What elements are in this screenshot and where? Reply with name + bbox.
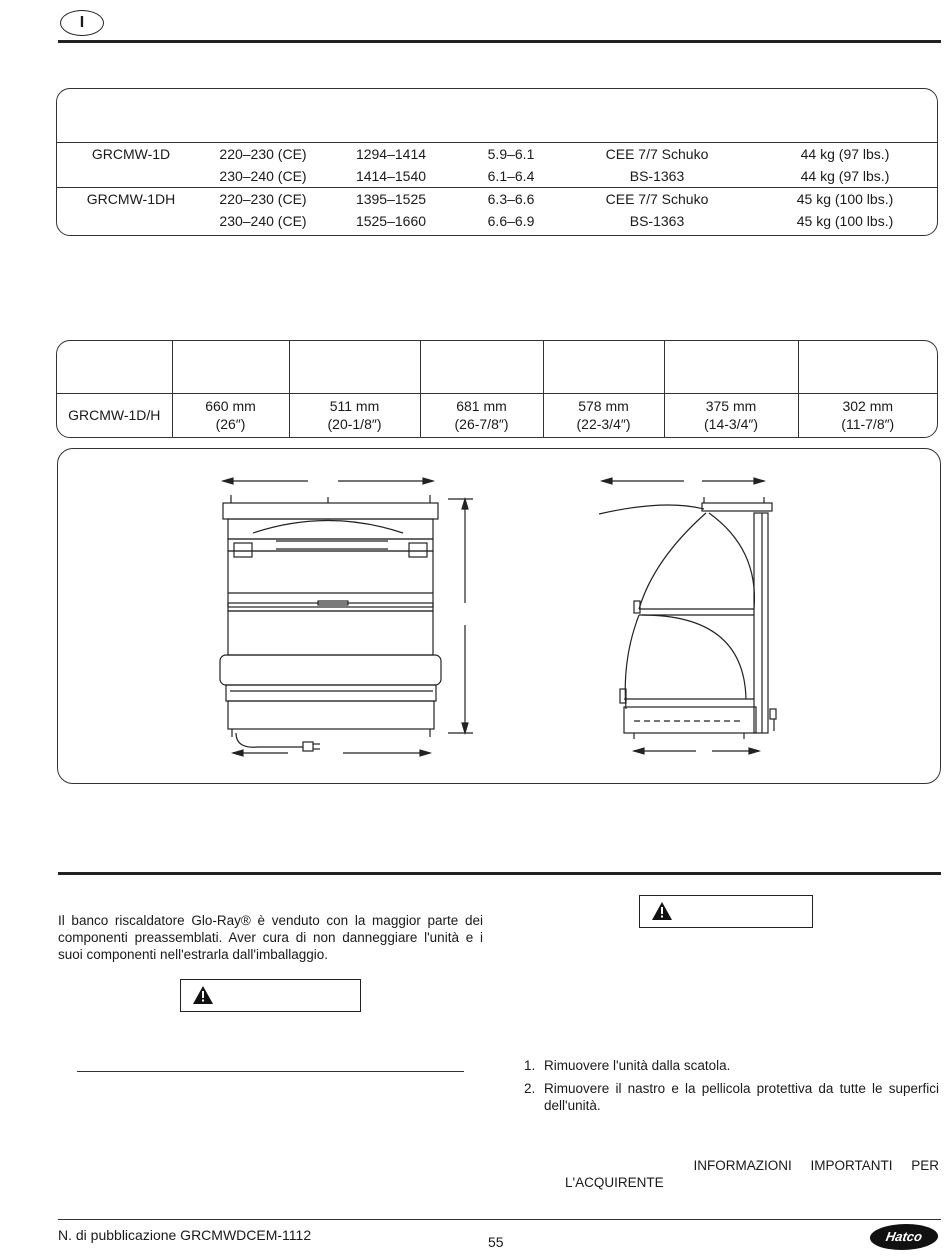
table-row	[57, 165, 937, 188]
unpacking-steps-list	[524, 1057, 939, 1120]
dim-cell: 578 mm (22-3/4″)	[543, 393, 664, 437]
table-row	[57, 393, 937, 437]
important-info-line: L'ACQUIRENTE	[565, 1175, 664, 1190]
dim-header-cell	[664, 341, 798, 393]
dim-cell: 660 mm (26″)	[172, 393, 289, 437]
front-view-drawing	[208, 463, 488, 763]
plug-cell: CEE 7/7 Schuko	[605, 146, 709, 162]
volts-cell: 220–230 (CE)	[219, 146, 307, 162]
table-row	[57, 210, 937, 232]
model-cell: GRCMW-1D	[91, 146, 171, 162]
section-rule	[58, 872, 941, 875]
weight-cell: 45 kg (100 lbs.)	[796, 191, 894, 207]
plug-cell: BS-1363	[629, 168, 685, 184]
logo-text: Hatco	[884, 1229, 924, 1244]
page-number: 55	[488, 1234, 504, 1250]
model-cell	[57, 165, 205, 188]
plug-cell: BS-1363	[629, 213, 685, 229]
volts-cell: 230–240 (CE)	[219, 213, 307, 229]
weight-cell: 44 kg (97 lbs.)	[800, 146, 890, 162]
hatco-logo	[868, 1224, 941, 1250]
plug-cell: CEE 7/7 Schuko	[605, 191, 709, 207]
header-rule	[58, 40, 941, 43]
footer-rule	[58, 1219, 941, 1220]
dim-header-cell	[57, 341, 172, 393]
amps-cell: 6.1–6.4	[487, 168, 535, 184]
volts-cell: 220–230 (CE)	[219, 191, 307, 207]
table-row	[57, 143, 937, 165]
watts-cell: 1395–1525	[355, 191, 427, 207]
weight-cell: 44 kg (97 lbs.)	[800, 168, 890, 184]
watts-cell: 1525–1660	[355, 213, 427, 229]
volts-cell: 230–240 (CE)	[219, 168, 307, 184]
amps-cell: 6.6–6.9	[487, 213, 535, 229]
spec-table	[57, 143, 937, 232]
unpacking-intro-text: Il banco riscaldatore Glo-Ray® è venduto con la maggior parte dei componenti preassemblati. Aver cura di non danneggiare l'unità e i suoi componenti nell'estrarla dall'imballaggio.	[58, 913, 483, 962]
warning-icon	[652, 902, 672, 920]
list-item: 1. Rimuovere l'unità dalla scatola.	[524, 1058, 731, 1073]
language-badge: I	[60, 10, 104, 36]
amps-cell: 5.9–6.1	[487, 146, 535, 162]
dim-table	[57, 341, 937, 437]
list-item: 2. Rimuovere il nastro e la pellicola protettiva da tutte le superfici dell'unità.	[524, 1081, 939, 1113]
caution-box-right	[639, 895, 813, 928]
dim-header-cell	[543, 341, 664, 393]
model-cell: GRCMW-1D/H	[57, 393, 172, 437]
amps-cell: 6.3–6.6	[487, 191, 535, 207]
side-view-drawing	[594, 469, 794, 764]
important-info-line: INFORMAZIONI IMPORTANTI PER	[693, 1158, 939, 1173]
model-cell: GRCMW-1DH	[86, 191, 176, 207]
dim-table-box	[56, 340, 938, 438]
model-cell	[57, 210, 205, 232]
warning-icon	[193, 986, 213, 1004]
table-row	[57, 188, 937, 211]
dim-cell: 511 mm (20-1/8″)	[289, 393, 420, 437]
dimension-drawings-box	[57, 448, 941, 784]
spec-table-box	[56, 88, 938, 236]
dim-header-cell	[420, 341, 543, 393]
dim-cell: 681 mm (26-7/8″)	[420, 393, 543, 437]
caution-box-left	[180, 979, 361, 1012]
publication-number: N. di pubblicazione GRCMWDCEM-1112	[58, 1227, 312, 1243]
dim-cell: 302 mm (11-7/8″)	[841, 398, 895, 433]
weight-cell: 45 kg (100 lbs.)	[796, 213, 894, 229]
dim-header-cell	[172, 341, 289, 393]
watts-cell: 1294–1414	[355, 146, 427, 162]
dim-header-cell	[289, 341, 420, 393]
watts-cell: 1414–1540	[355, 168, 427, 184]
dim-header-cell	[798, 341, 937, 393]
spec-table-header-rule	[57, 142, 937, 143]
left-column-divider	[77, 1071, 464, 1072]
dim-cell: 375 mm (14-3/4″)	[664, 393, 798, 437]
